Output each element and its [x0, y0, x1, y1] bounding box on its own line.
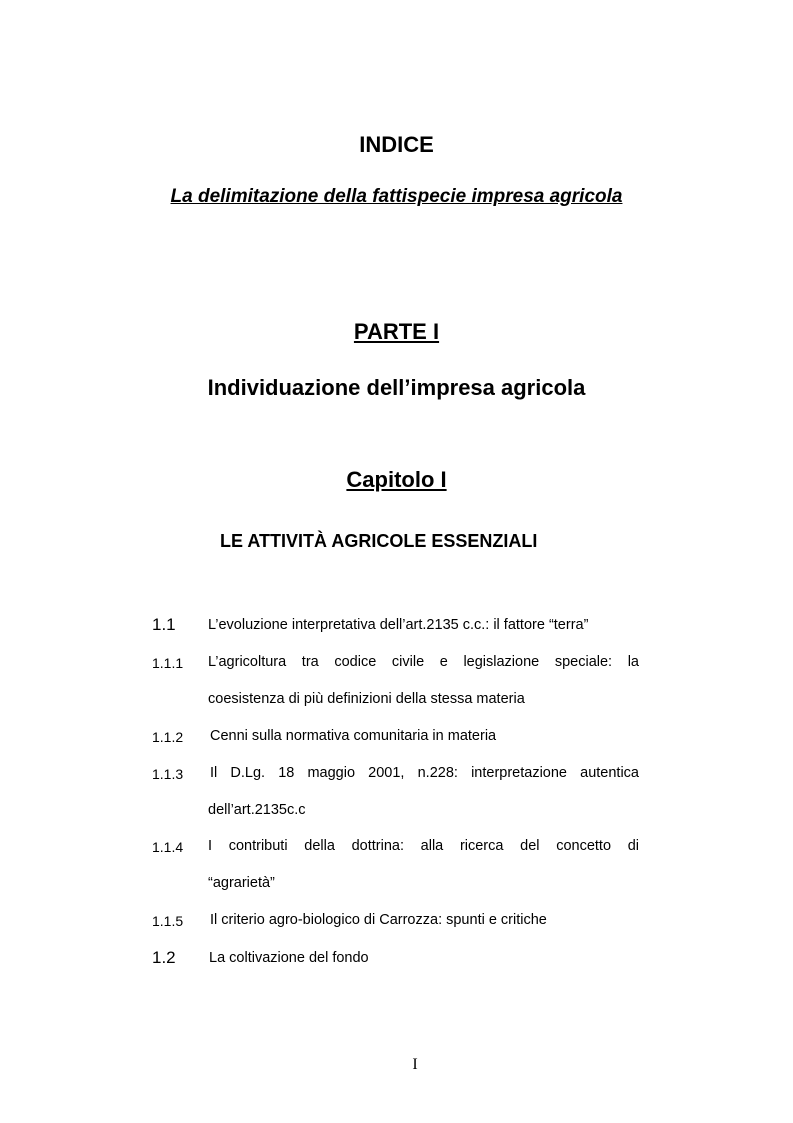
toc-entry-text: La coltivazione del fondo [209, 950, 369, 966]
toc-entry-number: 1.1.1 [152, 655, 184, 671]
toc-entry-text-continued: dell’art.2135c.c [208, 802, 306, 818]
index-title: INDICE [359, 132, 434, 157]
page-number: I [412, 1056, 418, 1073]
thesis-subtitle: La delimitazione della fattispecie impresa agricola [170, 186, 623, 207]
toc-entry-number: 1.1.3 [152, 766, 184, 782]
chapter-title: LE ATTIVITÀ AGRICOLE ESSENZIALI [220, 531, 538, 551]
toc-entry-text: Il D.Lg. 18 maggio 2001, n.228: interpretazione autentica [210, 765, 639, 781]
toc-entry-text-continued: coesistenza di più definizioni della stessa materia [208, 691, 525, 707]
toc-entry-text: Cenni sulla normativa comunitaria in materia [210, 728, 497, 744]
toc-entry-text: L’evoluzione interpretativa dell’art.2135 c.c.: il fattore “terra” [208, 617, 589, 633]
toc-entry-number: 1.1.2 [152, 729, 184, 745]
toc-entry-number: 1.1.4 [152, 839, 184, 855]
toc-entry-number: 1.1.5 [152, 913, 184, 929]
toc-entry-text-continued: “agrarietà” [208, 875, 275, 891]
chapter-label: Capitolo I [346, 467, 447, 492]
toc-entry-number: 1.1 [152, 615, 176, 634]
toc-entry-text: Il criterio agro-biologico di Carrozza: spunti e critiche [210, 912, 547, 928]
toc-entry-text: L’agricoltura tra codice civile e legislazione speciale: la [208, 654, 639, 670]
toc-entry-text: I contributi della dottrina: alla ricerca del concetto di [208, 838, 639, 854]
toc-entry-number: 1.2 [152, 948, 176, 967]
part-title: Individuazione dell’impresa agricola [207, 375, 586, 400]
part-label: PARTE I [353, 319, 440, 344]
